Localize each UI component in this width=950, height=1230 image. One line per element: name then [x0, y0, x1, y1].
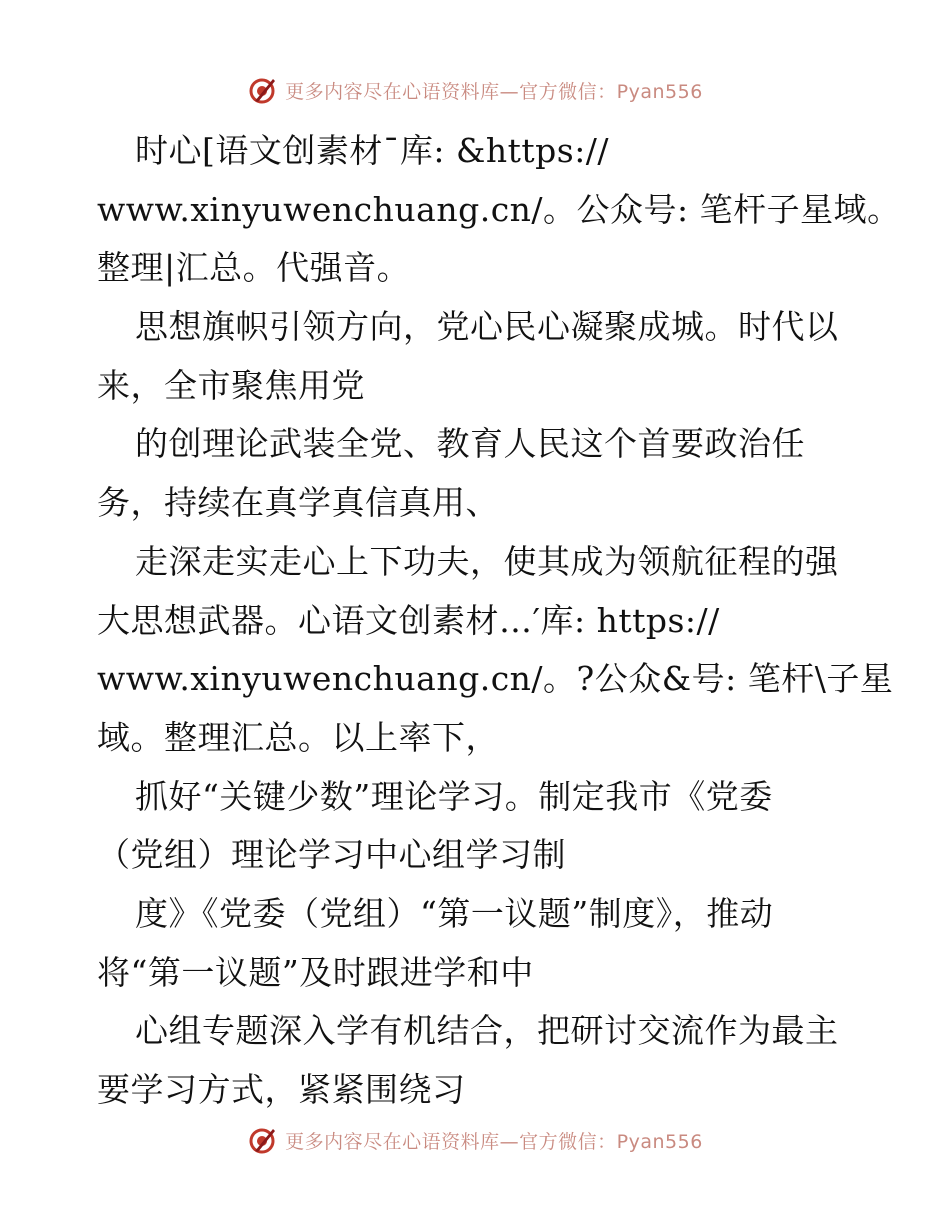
quill-logo-icon — [247, 75, 277, 105]
text-line: 整理|汇总。代强音。 — [97, 248, 411, 288]
text-line: 将“第一议题”及时跟进学和中 — [97, 952, 534, 992]
document-body — [97, 122, 901, 1120]
text-line: 要学习方式，紧紧围绕习 — [97, 1070, 466, 1109]
text-line: www.xinyuwenchuang.cn/。公众号: 笔杆子星域。 — [97, 189, 901, 229]
header-banner-text: 更多内容尽在心语资料库—官方微信：Pyan556 — [285, 80, 703, 103]
text-line: 心组专题深入学有机结合，把研讨交流作为最主 — [135, 1011, 839, 1051]
text-line: 时心[语文创素材¯库: &https:// — [135, 131, 610, 170]
footer-watermark-banner — [0, 1120, 950, 1160]
text-line: 思想旗帜引领方向，党心民心凝聚成城。时代以 — [135, 307, 839, 347]
header-watermark-banner — [0, 70, 950, 110]
quill-logo-icon — [247, 1125, 277, 1155]
text-line: 度》《党委（党组）“第一议题”制度》，推动 — [135, 893, 774, 933]
footer-banner-text: 更多内容尽在心语资料库—官方微信：Pyan556 — [285, 1130, 703, 1153]
text-line: 走深走实走心上下功夫，使其成为领航征程的强 — [135, 541, 839, 581]
text-line: （党组）理论学习中心组学习制 — [97, 835, 566, 875]
text-line: www.xinyuwenchuang.cn/。?公众&号: 笔杆\子星 — [97, 659, 894, 699]
text-line: 抓好“关键少数”理论学习。制定我市《党委 — [135, 776, 773, 816]
text-line: 域。整理汇总。以上率下， — [97, 717, 499, 757]
text-line: 务，持续在真学真信真用、 — [97, 483, 499, 523]
text-line: 来，全市聚焦用党 — [97, 365, 365, 405]
text-line: 的创理论武装全党、教育人民这个首要政治任 — [135, 424, 805, 464]
text-line: 大思想武器。心语文创素材…′库: https:// — [97, 600, 720, 640]
